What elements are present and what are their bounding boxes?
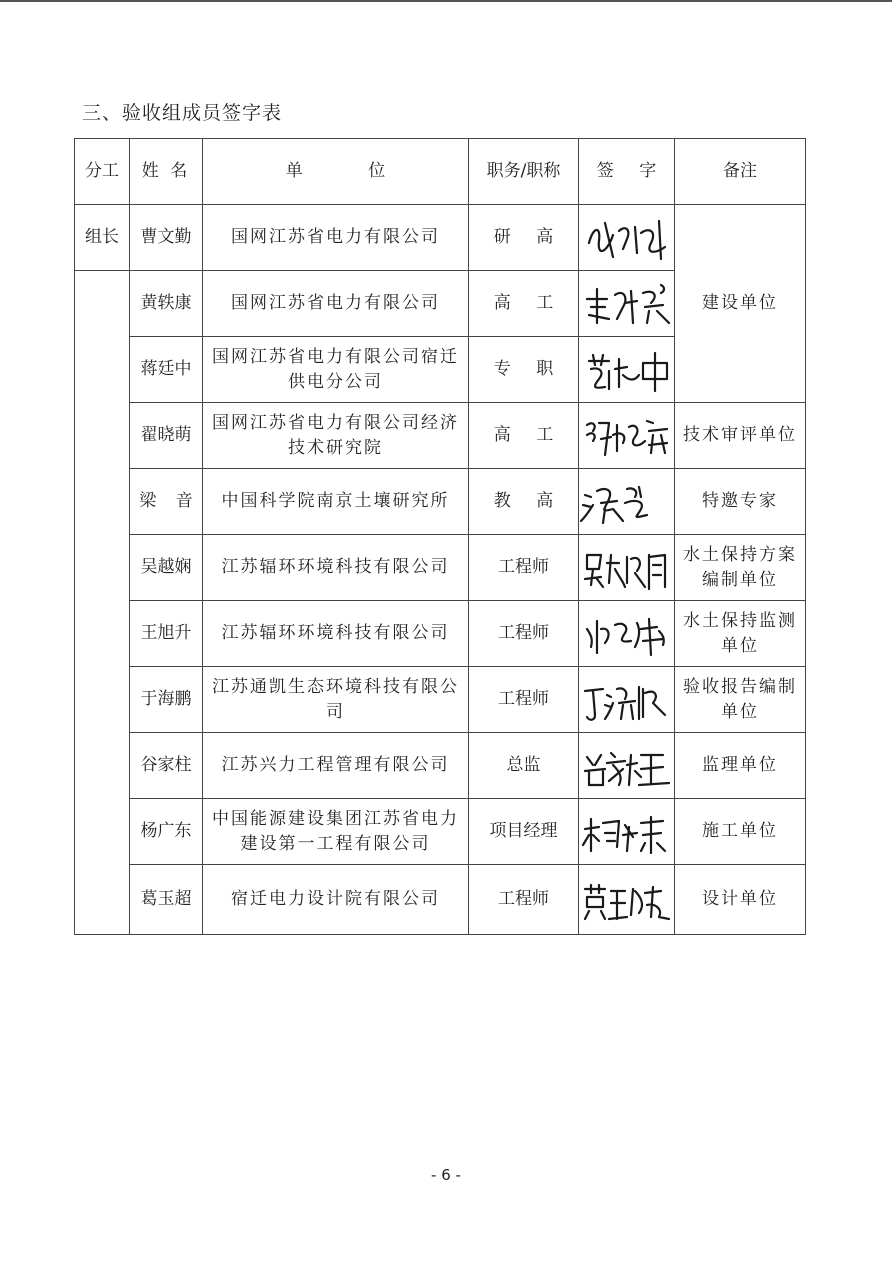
signature-cell bbox=[579, 667, 675, 733]
table-row bbox=[75, 799, 806, 865]
member-name: 谷家柱 bbox=[130, 733, 203, 799]
member-position: 工程师 bbox=[469, 535, 579, 601]
member-name: 杨广东 bbox=[130, 799, 203, 865]
member-unit: 国网江苏省电力有限公司经济技术研究院 bbox=[203, 403, 469, 469]
division-empty bbox=[75, 271, 130, 935]
table-header-row bbox=[75, 139, 806, 205]
signature-cell bbox=[579, 271, 675, 337]
member-name: 曹文勤 bbox=[130, 205, 203, 271]
handwritten-signature bbox=[579, 807, 675, 857]
member-name: 翟晓萌 bbox=[130, 403, 203, 469]
signature-cell bbox=[579, 337, 675, 403]
handwritten-signature bbox=[579, 875, 675, 925]
member-unit: 中国能源建设集团江苏省电力建设第一工程有限公司 bbox=[203, 799, 469, 865]
member-unit: 中国科学院南京土壤研究所 bbox=[203, 469, 469, 535]
member-name: 于海鹏 bbox=[130, 667, 203, 733]
table-row bbox=[75, 733, 806, 799]
handwritten-signature bbox=[579, 411, 675, 461]
member-remark: 水土保持监测单位 bbox=[675, 601, 806, 667]
page-number: - 6 - bbox=[431, 1166, 461, 1184]
header-name: 姓 名 bbox=[130, 139, 203, 205]
table-row bbox=[75, 205, 806, 271]
member-position: 高 工 bbox=[469, 271, 579, 337]
division-leader: 组长 bbox=[75, 205, 130, 271]
signature-cell bbox=[579, 865, 675, 935]
member-name: 梁 音 bbox=[130, 469, 203, 535]
signature-cell bbox=[579, 799, 675, 865]
member-unit: 江苏通凯生态环境科技有限公司 bbox=[203, 667, 469, 733]
member-name: 王旭升 bbox=[130, 601, 203, 667]
member-position: 高 工 bbox=[469, 403, 579, 469]
member-position: 工程师 bbox=[469, 601, 579, 667]
table-row bbox=[75, 535, 806, 601]
member-position: 项目经理 bbox=[469, 799, 579, 865]
member-position: 总监 bbox=[469, 733, 579, 799]
signature-cell bbox=[579, 403, 675, 469]
handwritten-signature bbox=[579, 279, 675, 329]
handwritten-signature bbox=[579, 213, 675, 263]
table-row bbox=[75, 403, 806, 469]
handwritten-signature bbox=[579, 477, 675, 527]
member-remark: 设计单位 bbox=[675, 865, 806, 935]
member-name: 黄轶康 bbox=[130, 271, 203, 337]
table-row bbox=[75, 601, 806, 667]
signature-cell bbox=[579, 733, 675, 799]
handwritten-signature bbox=[579, 609, 675, 659]
member-name: 葛玉超 bbox=[130, 865, 203, 935]
signature-table bbox=[74, 138, 806, 935]
handwritten-signature bbox=[579, 741, 675, 791]
handwritten-signature bbox=[579, 675, 675, 725]
member-unit: 江苏辐环环境科技有限公司 bbox=[203, 535, 469, 601]
signature-cell bbox=[579, 601, 675, 667]
member-unit: 江苏辐环环境科技有限公司 bbox=[203, 601, 469, 667]
header-unit: 单 位 bbox=[203, 139, 469, 205]
header-remark: 备注 bbox=[675, 139, 806, 205]
handwritten-signature bbox=[579, 345, 675, 395]
member-unit: 国网江苏省电力有限公司 bbox=[203, 271, 469, 337]
member-remark: 技术审评单位 bbox=[675, 403, 806, 469]
member-unit: 宿迁电力设计院有限公司 bbox=[203, 865, 469, 935]
section-title: 三、验收组成员签字表 bbox=[82, 102, 283, 124]
member-name: 蒋廷中 bbox=[130, 337, 203, 403]
member-unit: 国网江苏省电力有限公司 bbox=[203, 205, 469, 271]
handwritten-signature bbox=[579, 543, 675, 593]
member-position: 教 高 bbox=[469, 469, 579, 535]
member-position: 工程师 bbox=[469, 865, 579, 935]
scan-top-edge bbox=[0, 0, 892, 2]
signature-cell bbox=[579, 469, 675, 535]
table-row bbox=[75, 865, 806, 935]
member-unit: 国网江苏省电力有限公司宿迁供电分公司 bbox=[203, 337, 469, 403]
header-division: 分工 bbox=[75, 139, 130, 205]
member-position: 工程师 bbox=[469, 667, 579, 733]
signature-cell bbox=[579, 535, 675, 601]
member-remark: 水土保持方案编制单位 bbox=[675, 535, 806, 601]
signature-cell bbox=[579, 205, 675, 271]
table-row bbox=[75, 469, 806, 535]
remark-merged: 建设单位 bbox=[675, 205, 806, 403]
member-position: 研 高 bbox=[469, 205, 579, 271]
member-remark: 监理单位 bbox=[675, 733, 806, 799]
table-row bbox=[75, 667, 806, 733]
header-position: 职务/职称 bbox=[469, 139, 579, 205]
member-remark: 验收报告编制单位 bbox=[675, 667, 806, 733]
member-remark: 特邀专家 bbox=[675, 469, 806, 535]
member-remark: 施工单位 bbox=[675, 799, 806, 865]
member-name: 吴越娴 bbox=[130, 535, 203, 601]
header-signature: 签 字 bbox=[579, 139, 675, 205]
member-position: 专 职 bbox=[469, 337, 579, 403]
member-unit: 江苏兴力工程管理有限公司 bbox=[203, 733, 469, 799]
